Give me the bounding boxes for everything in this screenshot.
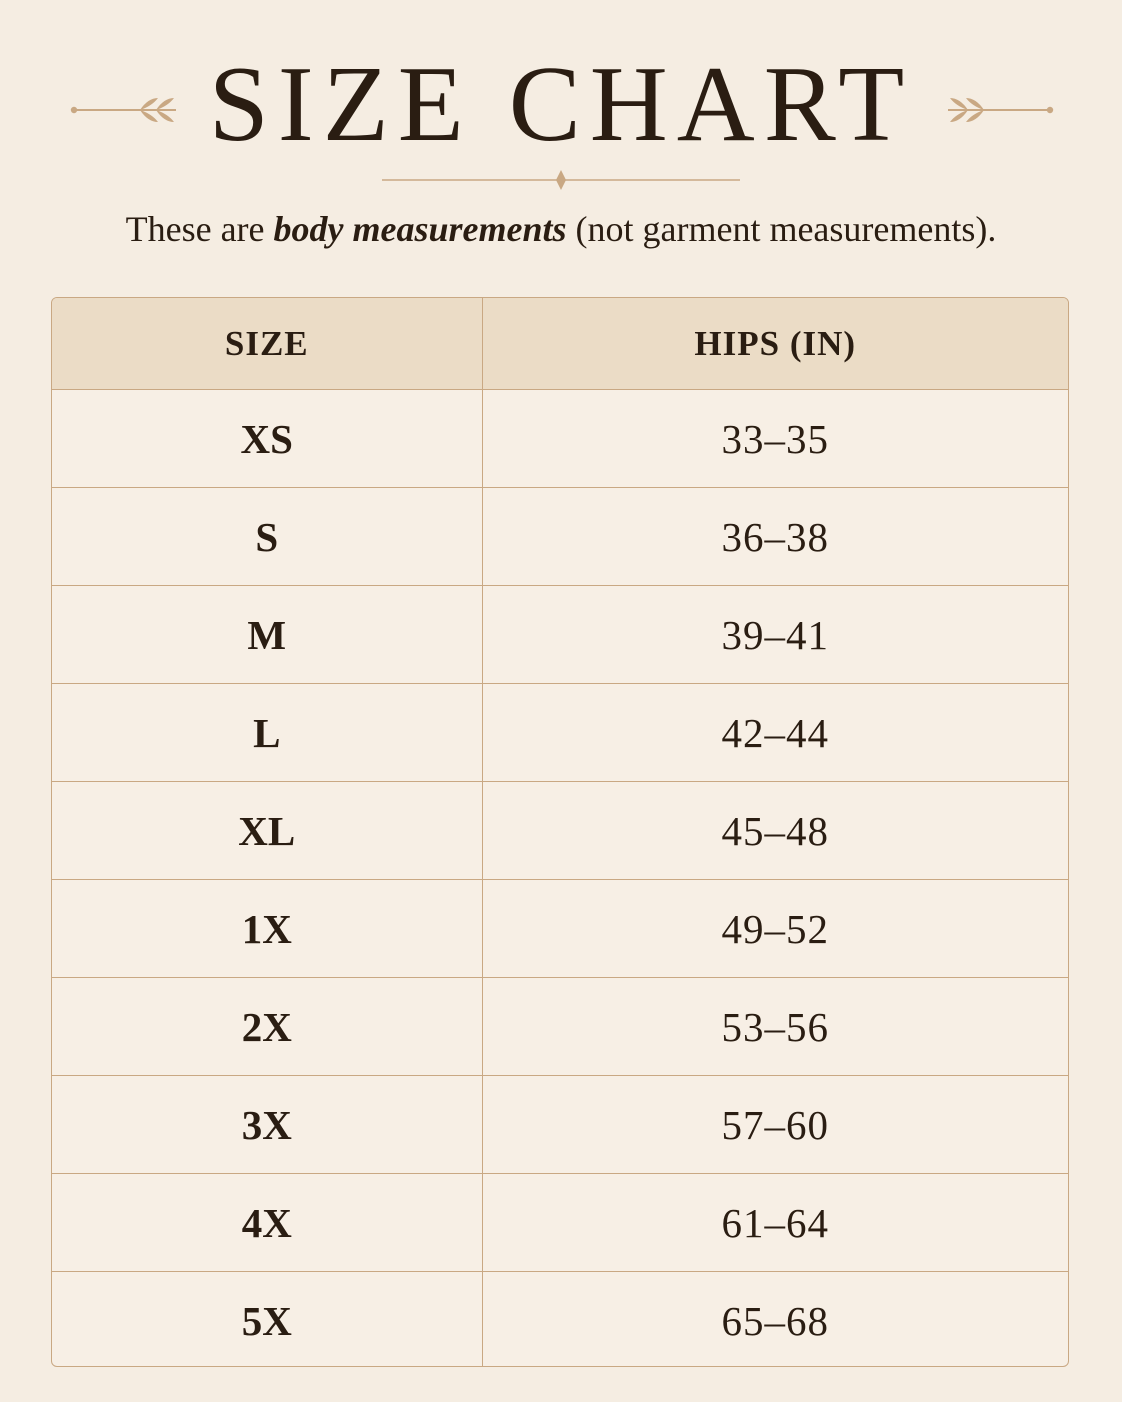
table-row [52,978,1068,1076]
hips-cell: 39–41 [482,586,1068,684]
hips-cell: 49–52 [482,880,1068,978]
hips-cell: 36–38 [482,488,1068,586]
size-cell: M [52,586,482,684]
table-row [52,1076,1068,1174]
laurel-arrow-right-icon [940,82,1060,122]
size-cell: 4X [52,1174,482,1272]
table-row [52,1174,1068,1272]
size-cell: 2X [52,978,482,1076]
hips-cell: 65–68 [482,1272,1068,1368]
column-header-hips: HIPS (IN) [482,298,1068,390]
table-header-row [52,298,1068,390]
size-cell: 1X [52,880,482,978]
hips-cell: 45–48 [482,782,1068,880]
page-title: SIZE CHART [208,45,914,164]
size-table-grid [52,298,1068,1367]
subtitle-pre: These are [125,209,274,249]
hips-cell: 57–60 [482,1076,1068,1174]
table-row [52,782,1068,880]
diamond-divider-icon [380,168,742,192]
size-cell: 3X [52,1076,482,1174]
hips-cell: 33–35 [482,390,1068,488]
hips-cell: 53–56 [482,978,1068,1076]
subtitle [0,205,1122,253]
size-cell: 5X [52,1272,482,1368]
size-table [51,297,1069,1367]
title-row [0,40,1122,170]
table-row [52,684,1068,782]
table-row [52,390,1068,488]
hips-cell: 42–44 [482,684,1068,782]
table-row [52,880,1068,978]
table-row [52,488,1068,586]
size-cell: XL [52,782,482,880]
size-cell: L [52,684,482,782]
table-row [52,586,1068,684]
column-header-size: SIZE [52,298,482,390]
subtitle-emphasis: body measurements [273,209,567,249]
subtitle-post: (not garment measurements). [566,209,997,249]
hips-cell: 61–64 [482,1174,1068,1272]
table-row [52,1272,1068,1368]
size-cell: S [52,488,482,586]
size-cell: XS [240,415,293,462]
